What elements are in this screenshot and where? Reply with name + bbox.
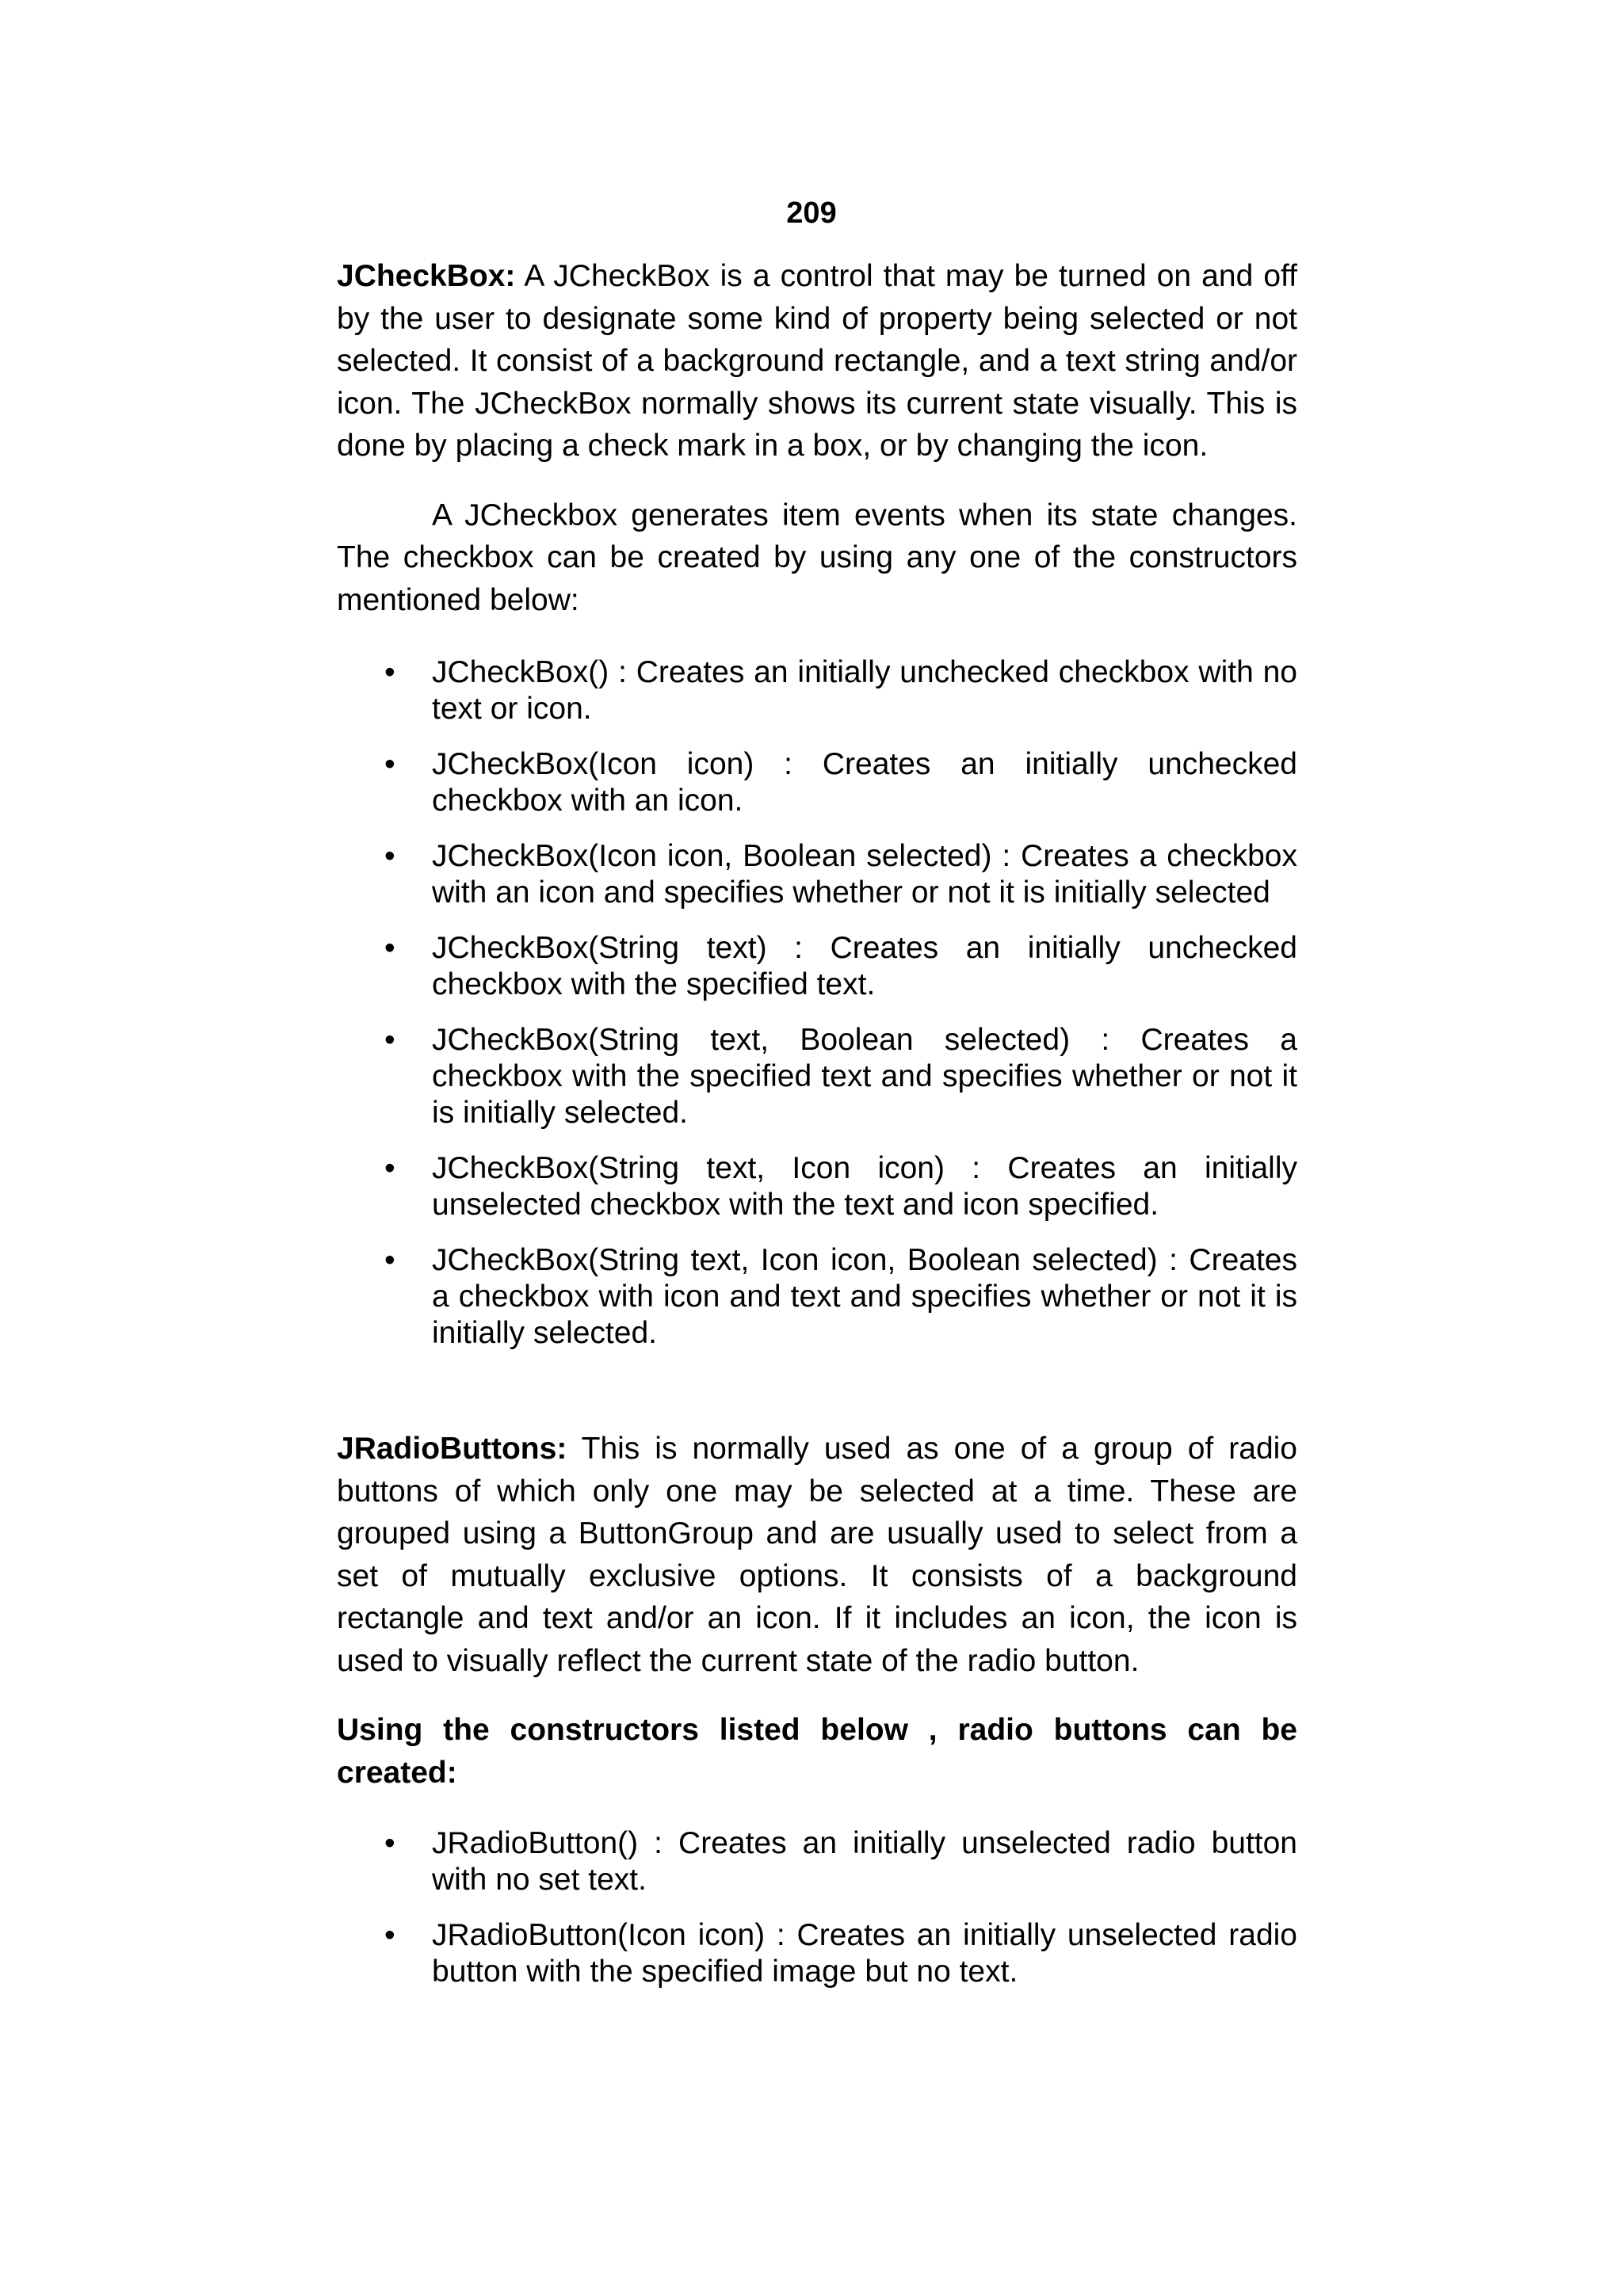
bullet-icon: •: [384, 931, 395, 965]
constructor-text: JCheckBox(String text, Icon icon, Boolean selected) : Creates a checkbox with icon and text and specifies whether or not it is initially selected.: [432, 1243, 1297, 1350]
bullet-icon: •: [384, 1243, 395, 1277]
jradiobuttons-paragraph: [337, 1428, 1297, 1682]
constructor-text: JCheckBox() : Creates an initially unchecked checkbox with no text or icon.: [432, 655, 1297, 726]
bullet-icon: •: [384, 1918, 395, 1952]
bullet-icon: •: [384, 1151, 395, 1185]
list-item: [337, 838, 1297, 911]
constructor-text: JRadioButton(Icon icon) : Creates an initially unselected radio button with the specified image but no text.: [432, 1918, 1297, 1989]
constructor-text: JCheckBox(String text) : Creates an initially unchecked checkbox with the specified text.: [432, 931, 1297, 1001]
bullet-icon: •: [384, 839, 395, 873]
list-item: [337, 1150, 1297, 1223]
bullet-icon: •: [384, 655, 395, 689]
constructor-text: JCheckBox(String text, Boolean selected) : Creates a checkbox with the specified text and specifies whether or not it is initially selected.: [432, 1023, 1297, 1130]
constructor-text: JCheckBox(String text, Icon icon) : Creates an initially unselected checkbox with the text and icon specified.: [432, 1151, 1297, 1222]
list-item: [337, 1022, 1297, 1131]
jcheckbox-events-paragraph: A JCheckbox generates item events when its state changes. The checkbox can be created by using any one of the constructors mentioned below:: [337, 498, 1297, 617]
constructor-text: JCheckBox(Icon icon) : Creates an initially unchecked checkbox with an icon.: [432, 747, 1297, 818]
list-item: [337, 1242, 1297, 1352]
radio-constructors-subheading: Using the constructors listed below , radio buttons can be created:: [337, 1713, 1297, 1790]
jcheckbox-intro-text: A JCheckBox is a control that may be turned on and off by the user to designate some kind of property being selected or not selected. It consist of a background rectangle, and a text string and/or icon. The JCheckBox normally shows its current state visually. This is done by placing a check mark in a box, or by changing the icon.: [337, 259, 1297, 463]
list-item: [337, 930, 1297, 1003]
constructor-text: JCheckBox(Icon icon, Boolean selected) : Creates a checkbox with an icon and specifies whether or not it is initially selected: [432, 839, 1297, 910]
bullet-icon: •: [384, 1023, 395, 1057]
jradiobuttons-heading: JRadioButtons:: [337, 1432, 567, 1466]
jradiobutton-constructor-list: [337, 1825, 1297, 1990]
list-item: [337, 746, 1297, 819]
page-number: 209: [786, 196, 837, 230]
constructor-text: JRadioButton() : Creates an initially unselected radio button with no set text.: [432, 1826, 1297, 1897]
jradiobuttons-intro-text: This is normally used as one of a group of radio buttons of which only one may be selected at a time. These are grouped using a ButtonGroup and are usually used to select from a set of mutually exclusive options. It consists of a background rectangle and text and/or an icon. If it includes an icon, the icon is used to visually reflect the current state of the radio button.: [337, 1432, 1297, 1678]
list-item: [337, 1825, 1297, 1898]
list-item: [337, 1917, 1297, 1990]
jcheckbox-heading: JCheckBox:: [337, 259, 516, 293]
bullet-icon: •: [384, 747, 395, 781]
jcheckbox-paragraph: [337, 255, 1297, 467]
bullet-icon: •: [384, 1826, 395, 1860]
list-item: [337, 654, 1297, 727]
jcheckbox-constructor-list: [337, 654, 1297, 1352]
page-content: [337, 255, 1297, 2009]
